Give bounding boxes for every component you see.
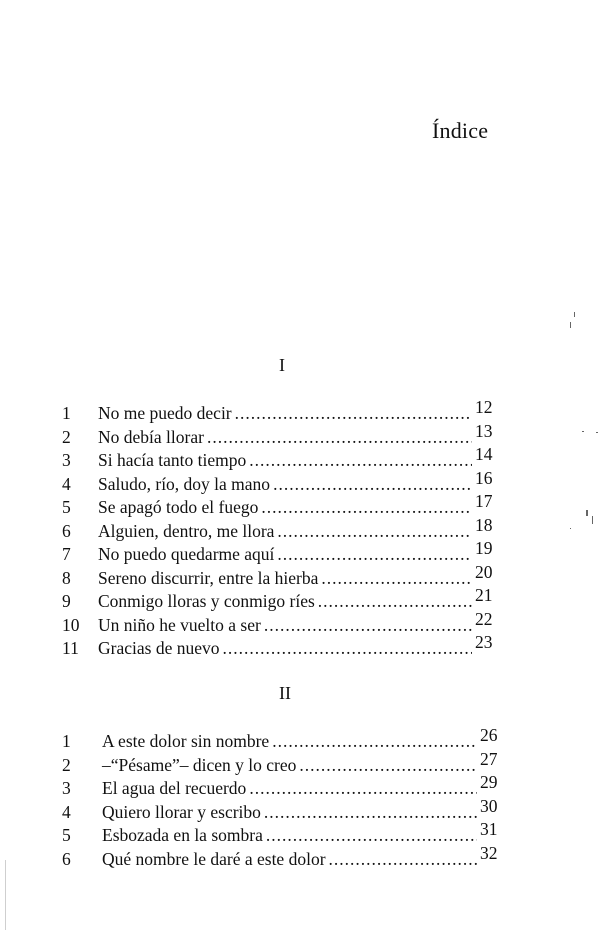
entry-page: 18 [475,514,493,535]
dot-leader [272,730,477,754]
toc-entry[interactable] [62,608,497,638]
toc-section-2 [62,725,502,871]
entry-title: No puedo quedarme aquí [98,544,275,564]
scan-speck [582,431,584,432]
entry-number: 4 [62,473,71,494]
toc-entry[interactable] [62,538,497,567]
entry-page: 30 [480,795,498,816]
dot-leader [222,637,472,661]
entry-number: 10 [62,614,80,635]
entry-number: 1 [62,731,71,751]
entry-page: 14 [475,444,493,464]
entry-title: Un niño he vuelto a ser [98,614,261,635]
entry-number: 3 [62,450,71,470]
dot-leader [264,614,472,638]
entry-number: 2 [62,754,71,775]
toc-entry[interactable] [62,467,497,497]
dot-leader [273,473,472,497]
entry-title: –“Pésame”– dicen y lo creo [102,754,297,775]
dot-leader [249,777,477,801]
entry-page: 16 [475,467,493,488]
entry-page: 29 [480,772,498,792]
scan-edge [5,860,6,930]
entry-number: 5 [62,497,71,517]
entry-title: Si hacía tanto tiempo [98,450,247,470]
toc-entry[interactable] [62,795,502,825]
entry-title: Gracias de nuevo [98,638,220,658]
toc-entry[interactable] [62,725,502,754]
entry-title: No debía llorar [98,426,204,447]
entry-number: 8 [62,567,71,588]
page-title: Índice [432,118,489,143]
entry-page: 17 [475,491,493,511]
dot-leader [235,402,472,426]
toc-entry[interactable] [62,842,502,872]
entry-title: Se apagó todo el fuego [98,497,259,517]
entry-page: 12 [475,397,493,417]
dot-leader [277,520,472,544]
dot-leader [249,449,472,473]
entry-title: Saludo, río, doy la mano [98,473,271,494]
entry-title: Quiero llorar y escribo [102,801,261,822]
toc-entry[interactable] [62,420,497,450]
toc-entry[interactable] [62,772,502,801]
toc-entry[interactable] [62,561,497,591]
entry-page: 21 [475,585,493,605]
entry-title: Esbozada en la sombra [102,825,263,845]
entry-title: Sereno discurrir, entre la hierba [98,567,319,588]
section-heading-2: II [279,683,291,703]
dot-leader [266,824,477,848]
entry-title: El agua del recuerdo [102,778,247,798]
entry-page: 27 [480,748,498,769]
entry-page: 32 [480,842,498,863]
scan-speck [586,510,588,516]
entry-number: 7 [62,544,71,564]
entry-title: Conmigo lloras y conmigo ríes [98,591,315,611]
scan-speck [570,528,571,529]
entry-title: Qué nombre le daré a este dolor [102,848,326,869]
dot-leader [277,543,472,567]
entry-page: 20 [475,561,493,582]
toc-entry[interactable] [62,491,497,520]
toc-entry[interactable] [62,632,497,661]
entry-number: 11 [62,638,79,658]
toc-entry[interactable] [62,444,497,473]
dot-leader [207,426,472,450]
entry-page: 22 [475,608,493,629]
toc-entry[interactable] [62,514,497,544]
entry-page: 23 [475,632,493,652]
dot-leader [329,848,477,872]
toc-entry[interactable] [62,397,497,426]
entry-number: 5 [62,825,71,845]
entry-page: 31 [480,819,498,839]
entry-number: 2 [62,426,71,447]
section-heading-1: I [279,355,285,375]
entry-number: 4 [62,801,71,822]
entry-title: No me puedo decir [98,403,232,423]
entry-page: 19 [475,538,493,558]
entry-title: A este dolor sin nombre [102,731,270,751]
entry-number: 6 [62,520,71,541]
entry-title: Alguien, dentro, me llora [98,520,275,541]
toc-entry[interactable] [62,748,502,778]
entry-page: 13 [475,420,493,441]
toc-entry[interactable] [62,819,502,848]
entry-number: 6 [62,848,71,869]
entry-number: 9 [62,591,71,611]
dot-leader [299,754,477,778]
scan-speck [570,322,571,328]
scan-speck [574,312,575,317]
entry-page: 26 [480,725,498,745]
scan-speck [592,516,593,524]
toc-section-1 [62,397,497,661]
scan-speck [596,432,598,433]
entry-number: 1 [62,403,71,423]
dot-leader [321,567,472,591]
dot-leader [261,496,472,520]
dot-leader [264,801,477,825]
toc-entry[interactable] [62,585,497,614]
dot-leader [318,590,472,614]
entry-number: 3 [62,778,71,798]
